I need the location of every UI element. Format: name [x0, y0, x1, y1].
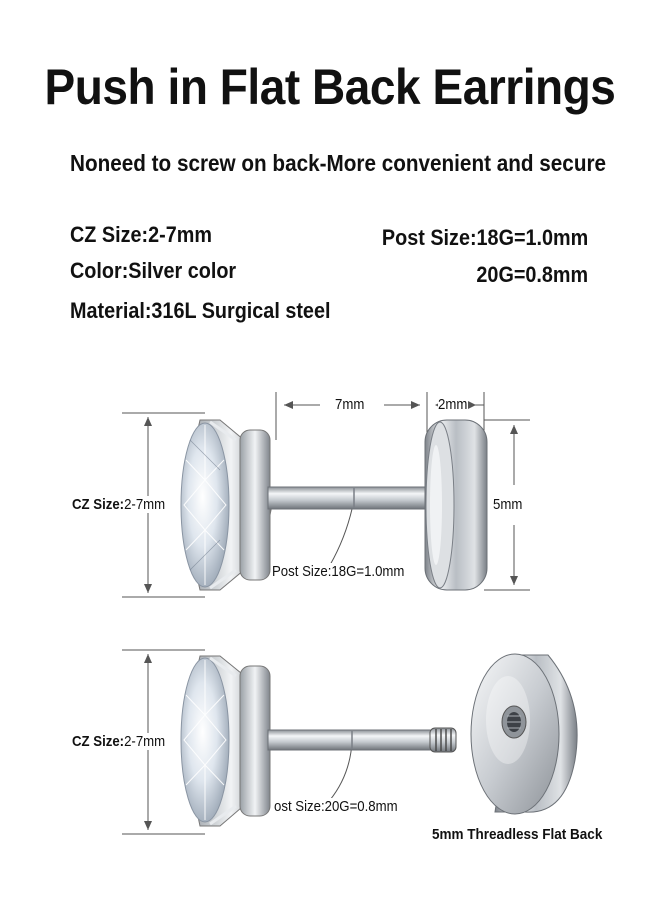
bottom-post-size-label: ost Size:20G=0.8mm — [274, 798, 398, 815]
bottom-cz-size-label — [72, 733, 165, 750]
top-gem — [181, 420, 272, 590]
top-back-width-label: 2mm — [438, 396, 468, 413]
bottom-post — [268, 728, 456, 752]
spec-material: Material:316L Surgical steel — [70, 298, 331, 323]
spec-post-size-18g: Post Size:18G=1.0mm — [381, 225, 588, 250]
page-title: Push in Flat Back Earrings — [44, 59, 616, 115]
bottom-cz-size-label-value: 2-7mm — [124, 733, 166, 750]
bottom-gem — [181, 656, 272, 826]
bottom-flat-back — [471, 654, 577, 814]
top-back-diameter-label: 5mm — [493, 496, 523, 513]
top-post-length-label: 7mm — [335, 396, 365, 413]
spec-post-size-20g: 20G=0.8mm — [476, 262, 588, 287]
spec-cz-size: CZ Size:2-7mm — [70, 222, 212, 247]
top-post-size-label: Post Size:18G=1.0mm — [272, 563, 405, 580]
top-cz-size-label — [72, 496, 165, 513]
top-flat-back — [425, 420, 487, 590]
top-cz-size-label-bold: CZ Size: — [72, 496, 125, 513]
bottom-cz-size-label-bold: CZ Size: — [72, 733, 125, 750]
top-cz-size-label-value: 2-7mm — [124, 496, 166, 513]
flat-back-caption: 5mm Threadless Flat Back — [432, 826, 603, 843]
top-post — [268, 487, 432, 509]
subtitle: Noneed to screw on back-More convenient and secure — [70, 150, 607, 176]
spec-color: Color:Silver color — [70, 258, 237, 283]
